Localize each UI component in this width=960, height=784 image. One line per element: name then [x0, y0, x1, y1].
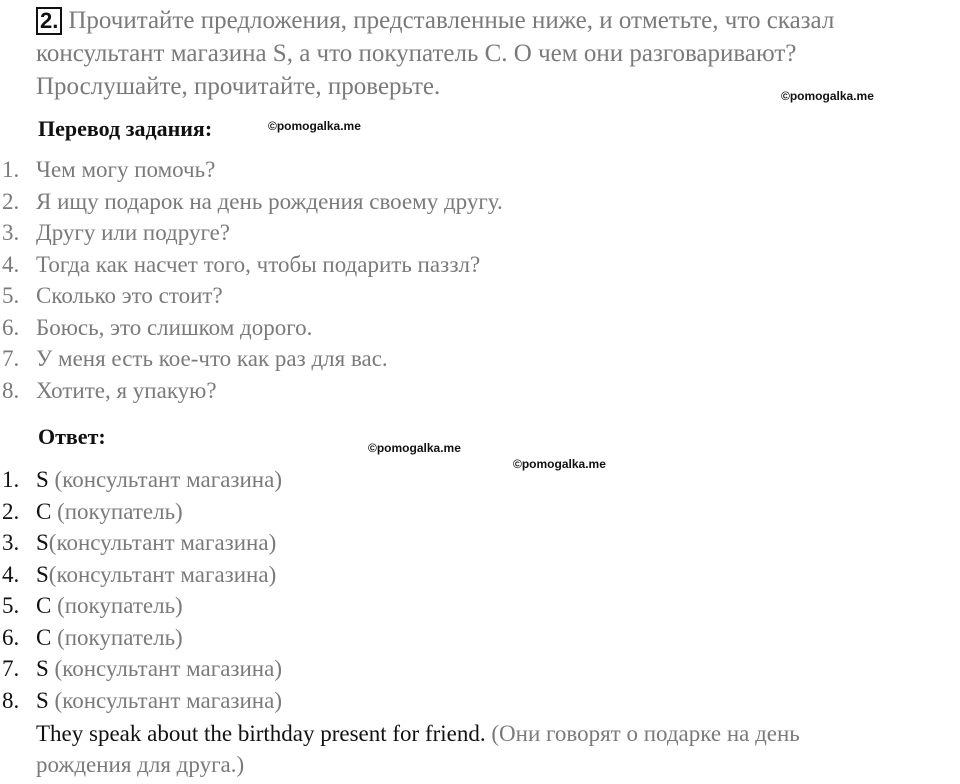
answer-letter: С	[36, 625, 52, 650]
answer-role: (покупатель)	[51, 499, 183, 524]
item-number: 5.	[2, 283, 20, 308]
watermark-3: ©pomogalka.me	[368, 441, 461, 455]
answer-letter: S	[36, 467, 49, 492]
answer-letter: С	[36, 499, 52, 524]
summary-english: They speak about the birthday present for friend.	[36, 721, 486, 746]
item-number: 3.	[2, 220, 20, 245]
answer-number: 8.	[2, 688, 20, 713]
answer-number: 1.	[2, 467, 20, 492]
answer-letter: С	[36, 593, 52, 618]
item-text: Другу или подруге?	[36, 220, 231, 245]
answer-letter: S	[36, 530, 49, 555]
watermark-2: ©pomogalka.me	[268, 119, 361, 133]
translation-item	[2, 346, 388, 372]
item-number: 6.	[2, 315, 20, 340]
answer-role: (консультант магазина)	[48, 562, 277, 587]
answer-item	[2, 562, 276, 588]
item-number: 2.	[2, 189, 20, 214]
answer-role: (консультант магазина)	[48, 656, 282, 681]
answer-item	[2, 625, 183, 651]
answer-item	[2, 593, 183, 619]
item-text: Тогда как насчет того, чтобы подарить паззл?	[36, 252, 481, 277]
answer-role: (покупатель)	[51, 625, 183, 650]
answer-item	[2, 499, 183, 525]
answer-number: 2.	[2, 499, 20, 524]
item-text: Я ищу подарок на день рождения своему другу.	[36, 189, 503, 214]
answer-role: (консультант магазина)	[48, 467, 282, 492]
item-number: 4.	[2, 252, 20, 277]
answer-role: (консультант магазина)	[48, 688, 282, 713]
answer-role: (консультант магазина)	[48, 530, 277, 555]
summary-russian-1: (Они говорят о подарке на день	[485, 721, 800, 746]
task-line-2: консультант магазина S, а что покупатель С. О чем они разговаривают?	[36, 40, 797, 67]
task-line-1	[36, 4, 834, 37]
answer-item	[2, 530, 276, 556]
answer-number: 5.	[2, 593, 20, 618]
answer-number: 6.	[2, 625, 20, 650]
answer-letter: S	[36, 688, 49, 713]
task-number: 2.	[36, 7, 62, 35]
answer-number: 4.	[2, 562, 20, 587]
answer-letter: S	[36, 562, 49, 587]
translation-item	[2, 283, 223, 309]
answer-role: (покупатель)	[51, 593, 183, 618]
item-text: Боюсь, это слишком дорого.	[36, 315, 313, 340]
translation-item	[2, 252, 480, 278]
item-number: 7.	[2, 346, 20, 371]
item-text: Хотите, я упакую?	[36, 378, 217, 403]
answer-item	[2, 688, 282, 714]
item-number: 1.	[2, 157, 20, 182]
answer-item	[2, 656, 282, 682]
answer-number: 7.	[2, 656, 20, 681]
summary-russian-2: рождения для друга.)	[36, 752, 245, 777]
translation-item	[2, 220, 230, 246]
answer-letter: S	[36, 656, 49, 681]
watermark-4: ©pomogalka.me	[513, 457, 606, 471]
task-text-1: Прочитайте предложения, представленные ниже, и отметьте, что сказал	[68, 7, 835, 34]
item-text: У меня есть кое-что как раз для вас.	[36, 346, 388, 371]
item-text: Сколько это стоит?	[36, 283, 223, 308]
item-number: 8.	[2, 378, 20, 403]
answer-number: 3.	[2, 530, 20, 555]
item-text: Чем могу помочь?	[36, 157, 216, 182]
task-line-3: Прослушайте, прочитайте, проверьте.	[36, 73, 441, 100]
translation-item	[2, 157, 215, 183]
translation-item	[2, 189, 503, 215]
summary-line-1	[36, 721, 800, 747]
translation-item	[2, 315, 312, 341]
translation-heading: Перевод задания:	[38, 116, 213, 141]
translation-item	[2, 378, 217, 404]
answer-item	[2, 467, 282, 493]
watermark-1: ©pomogalka.me	[781, 89, 874, 103]
answer-heading: Ответ:	[38, 424, 106, 449]
